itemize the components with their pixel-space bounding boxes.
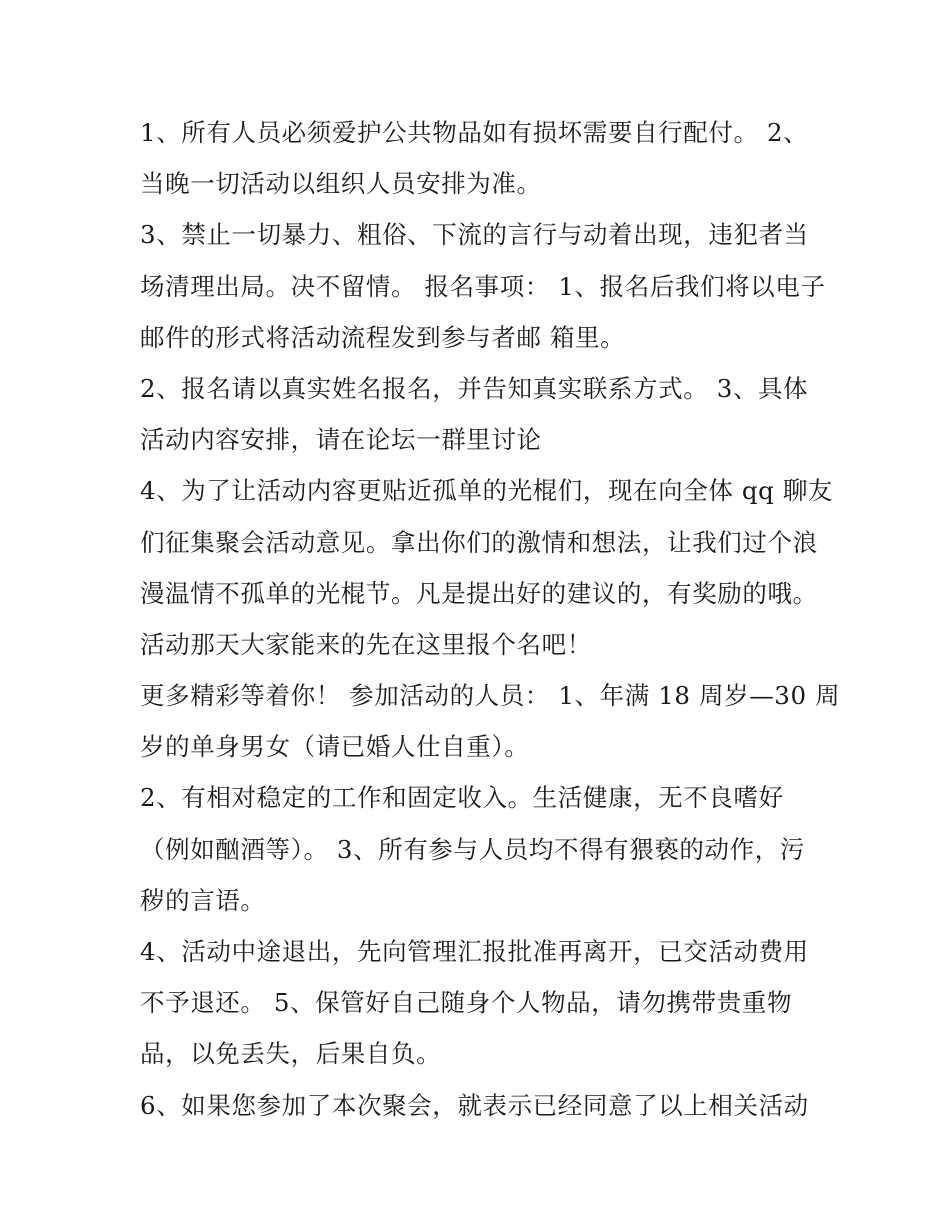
document-body	[140, 107, 841, 1131]
text-line: 4、活动中途退出，先向管理汇报批准再离开，已交活动费用	[140, 937, 809, 966]
text-line: 品，以免丢失，后果自负。	[140, 1039, 442, 1069]
text-line: 更多精彩等着你！ 参加活动的人员： 1、年满 18 周岁—30 周	[140, 681, 841, 711]
text-line: 漫温情不孤单的光棍节。凡是提出好的建议的，有奖励的哦。	[140, 578, 818, 608]
text-line: 邮件的形式将活动流程发到参与者邮 箱里。	[140, 322, 626, 352]
text-line: 活动那天大家能来的先在这里报个名吧！	[140, 629, 592, 659]
text-line: 当晚一切活动以组织人员安排为准。	[140, 169, 542, 199]
text-line: 6、如果您参加了本次聚会，就表示已经同意了以上相关活动	[140, 1090, 809, 1120]
text-line: 不予退还。 5、保管好自己随身个人物品，请勿携带贵重物	[140, 988, 793, 1018]
text-line: 秽的言语。	[140, 885, 266, 915]
text-line: 2、有相对稳定的工作和固定收入。生活健康，无不良嗜好	[140, 783, 784, 813]
text-line: 们征集聚会活动意见。拿出你们的激情和想法，让我们过个浪	[140, 527, 818, 557]
text-line: 活动内容安排，请在论坛一群里讨论	[140, 425, 542, 455]
text-line: 场清理出局。决不留情。 报名事项： 1、报名后我们将以电子	[140, 271, 826, 301]
text-line: 岁的单身男女（请已婚人仕自重）。	[140, 732, 530, 762]
text-line: 3、禁止一切暴力、粗俗、下流的言行与动着出现，违犯者当	[140, 220, 809, 250]
text-line: （例如酗酒等）。 3、所有参与人员均不得有猥亵的动作，污	[140, 834, 805, 864]
text-line: 2、报名请以真实姓名报名，并告知真实联系方式。 3、具体	[140, 373, 809, 403]
text-line: 1、所有人员必须爱护公共物品如有损坏需要自行配付。 2、	[140, 118, 809, 147]
text-line: 4、为了让活动内容更贴近孤单的光棍们，现在向全体 qq 聊友	[140, 476, 834, 506]
